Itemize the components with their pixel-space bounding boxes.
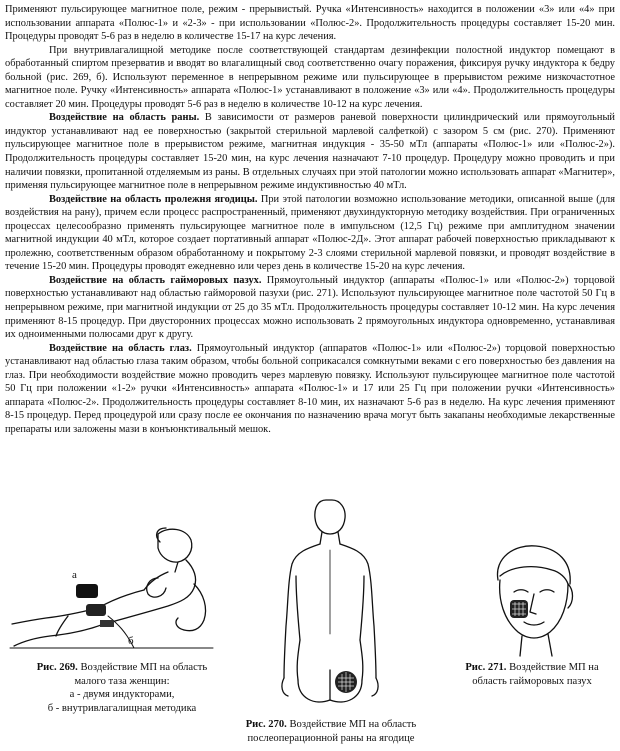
paragraph-eyes: Воздействие на область глаз. Прямоугольный индуктор (аппаратов «Полюс-1» или «Полюс-2») торцовой поверхностью устанавливают над областью глаза таким образом, чтобы больной соприкасался сомкнутыми веками с его поверхностью без давления на глаз. При необходимости воздействие можно проводить через марлевую повязку. Используют пульсирующее магнитное поле частотой 50 Гц при положении «1-2» ручки «Интенсивность» аппарата «Полюс-1» и 17 или 25 Гц при положении ручки «Интенсивность» аппарата «Полюс-2». Продолжительность процедуры составляет 8-10 мин, их назначают 5-6 раз в неделю. На курс лечения применяют 8-15 процедур. Перед процедурой или сразу после ее окончания по назначению врача могут быть закапаны необходимые лекарственные препараты или заложены мази в конъюнктивальный мешок.	[5, 342, 616, 435]
paragraph-0: Применяют пульсирующее магнитное поле, режим - прерывистый. Ручка «Интенсивность» находится в положении «3» или «4» при использовании аппарата «Полюс-1» и «2-3» - при использовании «Полюс-2». Продолжительность процедуры составляет 15-20 мин. Процедуры проводят 5-6 раз в неделю в количестве 15-17 на курс лечения.	[5, 4, 615, 43]
section-heading-bedsore: Воздействие на область пролежня ягодицы.	[49, 193, 258, 205]
paragraph-bedsore: Воздействие на область пролежня ягодицы. При этой патологии возможно использование методики, описанной выше (для воздействия на рану), причем если процесс распространенный, применяют двухиндукторную методику воздействия. При ограниченных процессах целесообразно применять пульсирующее магнитное поле в импульсном (12,5 Гц) режиме при амплитудном значении магнитной индукции 40 мТл, которое создает портативный аппарат «Полюс-2Д». Этот аппарат рабочей поверхностью прикладывают к пролежню, соответственным образом обработанному и покрытому 2-3 слоями стерильной марлевой повязки, и проводят воздействие в течение 15-20 мин. Процедуры проводят ежедневно или через день в количестве 15-20 на курс лечения.	[5, 193, 615, 273]
body-text	[5, 3, 615, 437]
figure-271-label: Рис. 271.	[465, 662, 507, 673]
mark-a: а	[72, 569, 77, 581]
section-heading-wound: Воздействие на область раны.	[49, 112, 200, 124]
inductor-a-shape	[76, 584, 98, 598]
figure-269-caption: Рис. 269. Воздействие МП на область малого таза женщин: а - двумя индукторами, б - внутривлагалищная методика	[36, 662, 208, 714]
mark-b: б	[128, 635, 134, 647]
paragraph-1: При внутривлагалищной методике после соответствующей стандартам дезинфекции полостной индуктор помещают в обработанный спиртом презерватив и вводят во влагалищный свод соответственно очагу поражения, фиксируя ручку индуктора к бедру больной (рис. 269, б). Используют переменное в непрерывном режиме или пульсирующее в прерывистом режиме низкочастотное магнитное поле. Ручку «Интенсивность» аппарата «Полюс-1» устанавливают в положение «3» или «4». Продолжительность процедуры составляет 20 мин. Процедуры проводят 5-6 раз в неделю в количестве 10-12 на курс лечения.	[5, 44, 615, 110]
figure-269-illustration	[8, 520, 218, 660]
paragraph-sinus: Воздействие на область гайморовых пазух. Прямоугольный индуктор (аппараты «Полюс-1» или «Полюс-2») торцовой поверхностью устанавливают над областью гайморовой пазухи (рис. 271). Используют пульсирующее магнитное поле частотой 50 Гц в непрерывном режиме, при магнитной индукции от 25 до 35 мТл. Продолжительность процедуры составляет 10-12 мин. На курс лечения применяют 8-15 процедур. При двусторонних процессах можно использовать 2 прямоугольных индуктора одновременно, устанавливая их одноименными полюсами друг к другу.	[5, 274, 615, 341]
face-drawing	[478, 540, 588, 660]
figure-271-illustration	[478, 540, 588, 660]
figure-271-caption: Рис. 271. Воздействие МП на область гайморовых пазух	[465, 662, 599, 687]
section-heading-eyes: Воздействие на область глаз.	[49, 342, 192, 354]
back-view-drawing	[268, 494, 398, 714]
figure-270-caption: Рис. 270. Воздействие МП на область послеоперационной раны на ягодице	[245, 719, 417, 744]
figure-269-label: Рис. 269.	[36, 662, 78, 673]
figure-270-label: Рис. 270.	[245, 719, 287, 730]
paragraph-wound: Воздействие на область раны. В зависимости от размеров раневой поверхности цилиндрический или прямоугольный индуктор устанавливают над ее поверхностью (закрытой стерильной марлевой салфеткой) с зазором 5 см (рис. 270). Применяют пульсирующее магнитное поле в прерывистом режиме, магнитная индукция - 35-50 мТл (аппараты «Полюс-1» или «Полюс-2»). Продолжительность процедуры составляет 15-20 мин, на курс лечения назначают 7-10 процедур. Процедуру можно проводить и при наличии повязки, пропитанной отделяемым из раны. В отдельных случаях при этой патологии можно использовать аппарат «Магнитер», применяя пульсирующее магнитное поле в непрерывном режиме индуктивностью 40 мТл.	[5, 112, 615, 192]
figure-270-illustration	[268, 494, 398, 714]
section-heading-sinus: Воздействие на область гайморовых пазух.	[49, 274, 262, 286]
reclining-woman-drawing	[8, 520, 218, 660]
